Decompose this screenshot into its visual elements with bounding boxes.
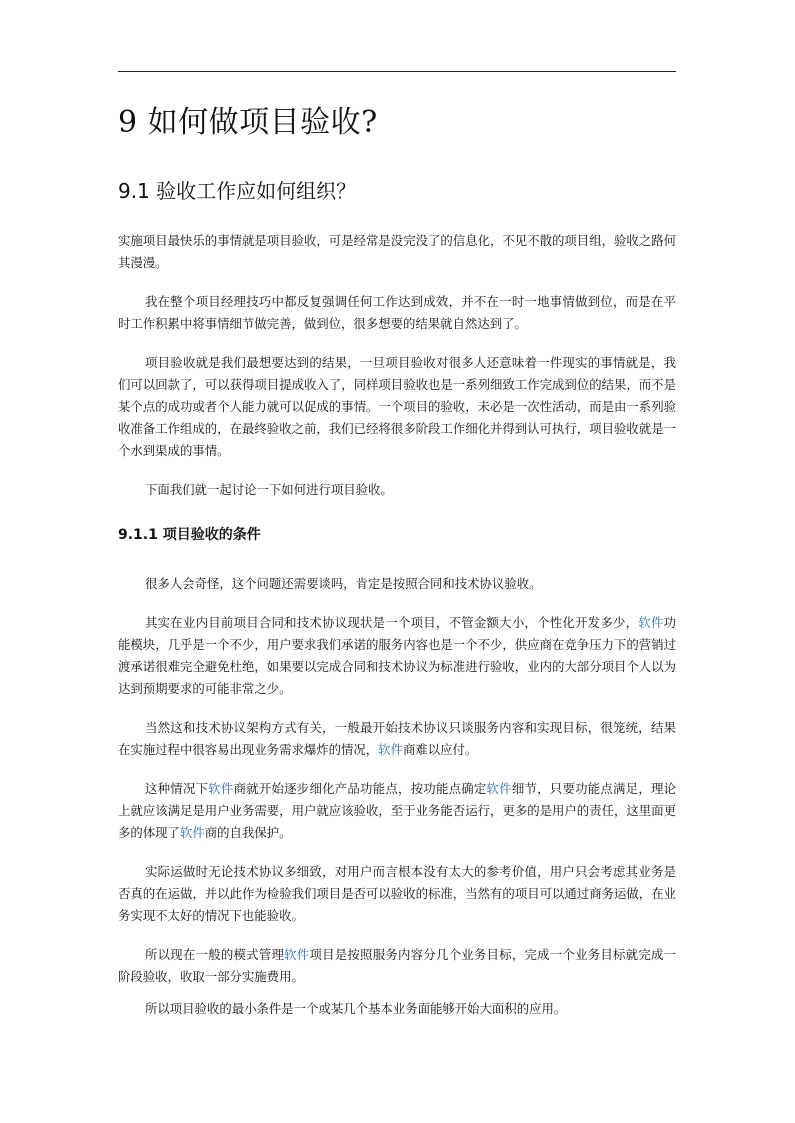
paragraph-8-text-a: 这种情况下 xyxy=(145,781,209,796)
top-rule xyxy=(118,71,676,72)
paragraph-7-text-a: 当然这和技术协议架构方式有关，一般最开始技术协议只谈服务内容和实现目标，很笼统，结果在实施过程中很容易出现业务需求爆炸的情况， xyxy=(118,720,676,757)
software-link[interactable]: 软件 xyxy=(284,947,310,962)
paragraph-6 xyxy=(118,612,676,700)
software-link[interactable]: 软件 xyxy=(179,825,205,840)
paragraph-7 xyxy=(118,717,676,761)
paragraph-3: 项目验收就是我们最想要达到的结果，一旦项目验收对很多人还意味着一件现实的事情就是，我们可以回款了，可以获得项目提成收入了，同样项目验收也是一系列细致工作完成到位的结果，而不是某个点的成功或者个人能力就可以促成的事情。一个项目的验收，未必是一次性活动，而是由一系列验收准备工作组成的，在最终验收之前，我们已经将很多阶段工作细化并得到认可执行，项目验收就是一个水到渠成的事情。 xyxy=(118,355,676,458)
software-link[interactable]: 软件 xyxy=(486,781,512,796)
subsection-title: 9.1.1 项目验收的条件 xyxy=(118,527,261,543)
paragraph-6-text-a: 其实在业内目前项目合同和技术协议现状是一个项目，不管金额大小，个性化开发多少， xyxy=(145,615,639,630)
paragraph-10-text-a: 所以现在一般的模式管理 xyxy=(145,947,285,962)
paragraph-1: 实施项目最快乐的事情就是项目验收，可是经常是没完没了的信息化，不见不散的项目组，验收之路何其漫漫。 xyxy=(118,233,676,270)
paragraph-5: 很多人会奇怪，这个问题还需要谈吗，肯定是按照合同和技术协议验收。 xyxy=(145,576,542,591)
software-link[interactable]: 软件 xyxy=(638,615,664,630)
section-title: 9.1 验收工作应如何组织？ xyxy=(118,179,357,203)
paragraph-6-text-b: 功能模块，几乎是一个不少，用户要求我们承诺的服务内容也是一个不少，供应商在竞争压力下的营销过渡承诺很难完全避免杜绝，如果要以完成合同和技术协议为标准进行验收，业内的大部分项目个人以为达到预期要求的可能非常之少。 xyxy=(118,615,677,696)
paragraph-9: 实际运做时无论技术协议多细致，对用户而言根本没有太大的参考价值，用户只会考虑其业务是否真的在运做，并以此作为检验我们项目是否可以验收的标准，当然有的项目可以通过商务运做，在业务实现不太好的情况下也能验收。 xyxy=(118,864,676,923)
paragraph-8-text-c: 细节，只要功能点满足，理论上就应该满足是用户业务需要，用户就应该验收，至于业务能否运行，更多的是用户的责任，这里面更多的体现了 xyxy=(118,781,677,840)
paragraph-8-text-d: 商的自我保护。 xyxy=(204,825,292,840)
paragraph-4: 下面我们就一起讨论一下如何进行项目验收。 xyxy=(145,482,393,497)
software-link[interactable]: 软件 xyxy=(208,781,234,796)
paragraph-10-text-b: 项目是按照服务内容分几个业务目标，完成一个业务目标就完成一阶段验收，收取一部分实施费用。 xyxy=(118,947,677,984)
paragraph-8 xyxy=(118,778,676,844)
paragraph-8-text-b: 商就开始逐步细化产品功能点，按功能点确定 xyxy=(233,781,487,796)
chapter-title: 9 如何做项目验收? xyxy=(118,105,378,140)
paragraph-10 xyxy=(118,944,677,984)
paragraph-2: 我在整个项目经理技巧中都反复强调任何工作达到成效，并不在一时一地事情做到位，而是在平时工作积累中将事情细节做完善，做到位，很多想要的结果就自然达到了。 xyxy=(118,294,676,331)
paragraph-11: 所以项目验收的最小条件是一个或某几个基本业务面能够开始大面积的应用。 xyxy=(145,1001,567,1016)
paragraph-7-text-b: 商难以应付。 xyxy=(402,742,478,757)
software-link[interactable]: 软件 xyxy=(378,742,403,757)
